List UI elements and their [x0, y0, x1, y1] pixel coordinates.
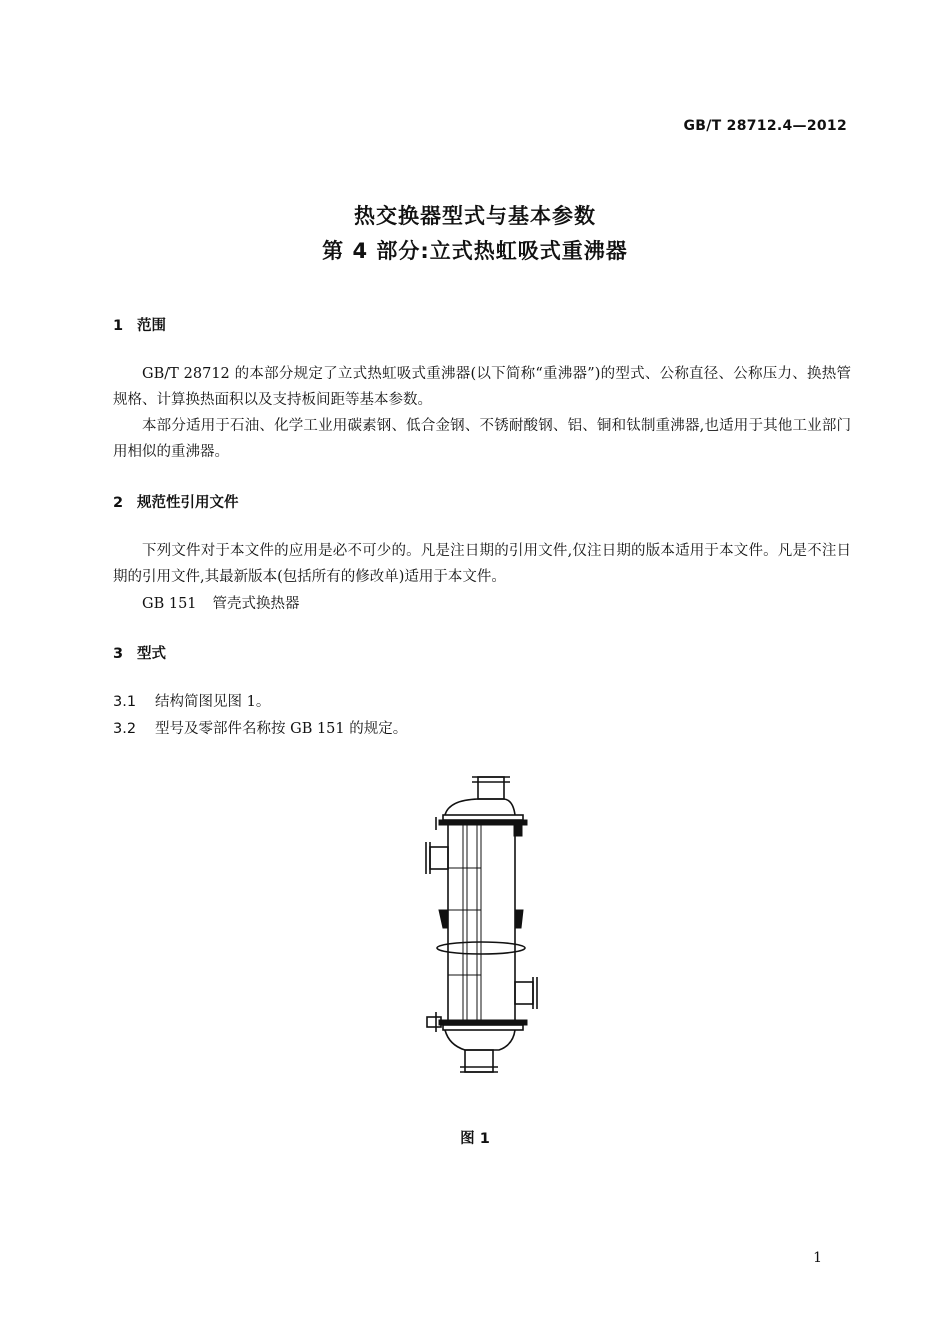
top-nozzle [478, 777, 504, 799]
clause-text: 结构简图见图 1。 [155, 694, 271, 710]
section-title: 范围 [137, 318, 166, 334]
section-3-heading [113, 642, 166, 663]
section-1-heading [113, 314, 166, 335]
reference-name: 管壳式换热器 [212, 596, 300, 612]
left-support-lug [439, 910, 448, 928]
right-shell-nozzle [515, 982, 533, 1004]
bottom-channel-flange [443, 1025, 523, 1030]
clause-3-2 [113, 717, 407, 738]
section-number: 3 [113, 646, 124, 662]
section-2-paragraph-1: 下列文件对于本文件的应用是必不可少的。凡是注日期的引用文件,仅注日期的版本适用于本文件。凡是不注日期的引用文件,其最新版本(包括所有的修改单)适用于本文件。 [113, 543, 851, 585]
clause-number: 3.2 [113, 721, 137, 737]
section-1-paragraph-2: 本部分适用于石油、化学工业用碳素钢、低合金钢、不锈耐酸钢、铝、铜和钛制重沸器,也适用于其他工业部门用相似的重沸器。 [113, 418, 851, 460]
document-subtitle: 第 4 部分:立式热虹吸式重沸器 [322, 239, 628, 263]
clause-number: 3.1 [113, 694, 137, 710]
left-shell-nozzle [430, 847, 448, 869]
reference-code: GB 151 [142, 596, 197, 612]
section-title: 规范性引用文件 [137, 495, 239, 511]
page-number: 1 [813, 1250, 822, 1266]
document-title: 热交换器型式与基本参数 [354, 204, 596, 228]
section-title: 型式 [137, 646, 166, 662]
clause-text: 型号及零部件名称按 GB 151 的规定。 [155, 721, 408, 737]
bottom-nozzle [465, 1050, 493, 1072]
top-head [445, 799, 515, 815]
section-1-paragraph-1: GB/T 28712 的本部分规定了立式热虹吸式重沸器(以下简称“重沸器”)的型式、公称直径、公称压力、换热管规格、计算换热面积以及支持板间距等基本参数。 [113, 366, 851, 408]
figure-caption: 图 1 [460, 1131, 490, 1147]
right-support-lug [515, 910, 523, 928]
reboiler-diagram [405, 770, 550, 1080]
top-channel-flange [443, 815, 523, 820]
section-number: 1 [113, 318, 124, 334]
section-number: 2 [113, 495, 124, 511]
standard-code: GB/T 28712.4—2012 [683, 118, 847, 134]
bottom-head [445, 1030, 515, 1050]
normative-reference [142, 592, 300, 613]
section-2-heading [113, 491, 239, 512]
clause-3-1 [113, 690, 270, 711]
